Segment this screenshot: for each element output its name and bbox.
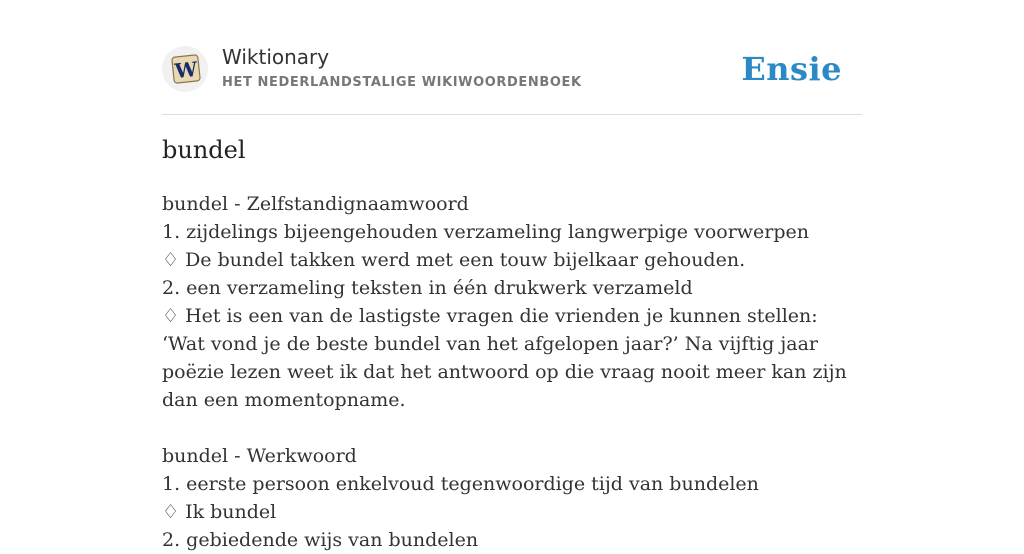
- definition-line: 1. zijdelings bijeengehouden verzameling langwerpige voorwerpen: [162, 221, 810, 243]
- header: [162, 0, 862, 115]
- page: [162, 0, 862, 551]
- example-line: ♢ De bundel takken werd met een touw bijelkaar gehouden.: [162, 249, 746, 271]
- section-heading: bundel - Zelfstandignaamwoord: [162, 193, 469, 215]
- spacer: [162, 414, 862, 442]
- brand-logo[interactable]: Ensie: [741, 50, 842, 88]
- definition-line: 2. gebiedende wijs van bundelen: [162, 529, 479, 551]
- section-heading: bundel - Werkwoord: [162, 445, 357, 467]
- site-name[interactable]: Wiktionary: [222, 45, 330, 69]
- svg-text:W: W: [173, 56, 199, 84]
- definition-line: 1. eerste persoon enkelvoud tegenwoordige tijd van bundelen: [162, 473, 759, 495]
- entry-content: [162, 190, 862, 554]
- page-title: bundel: [162, 136, 246, 164]
- example-line: ♢ Ik bundel: [162, 501, 277, 523]
- wiktionary-logo-icon[interactable]: [162, 46, 208, 92]
- site-tagline: HET NEDERLANDSTALIGE WIKIWOORDENBOEK: [222, 75, 582, 90]
- example-line: ♢ Het is een van de lastigste vragen die vrienden je kunnen stellen: ‘Wat vond je de beste bundel van het afgelopen jaar?’ Na vijftig jaar poëzie lezen weet ik dat het antwoord op die vraag nooit meer kan zijn dan een momentopname.: [162, 305, 847, 411]
- definition-line: 2. een verzameling teksten in één drukwerk verzameld: [162, 277, 693, 299]
